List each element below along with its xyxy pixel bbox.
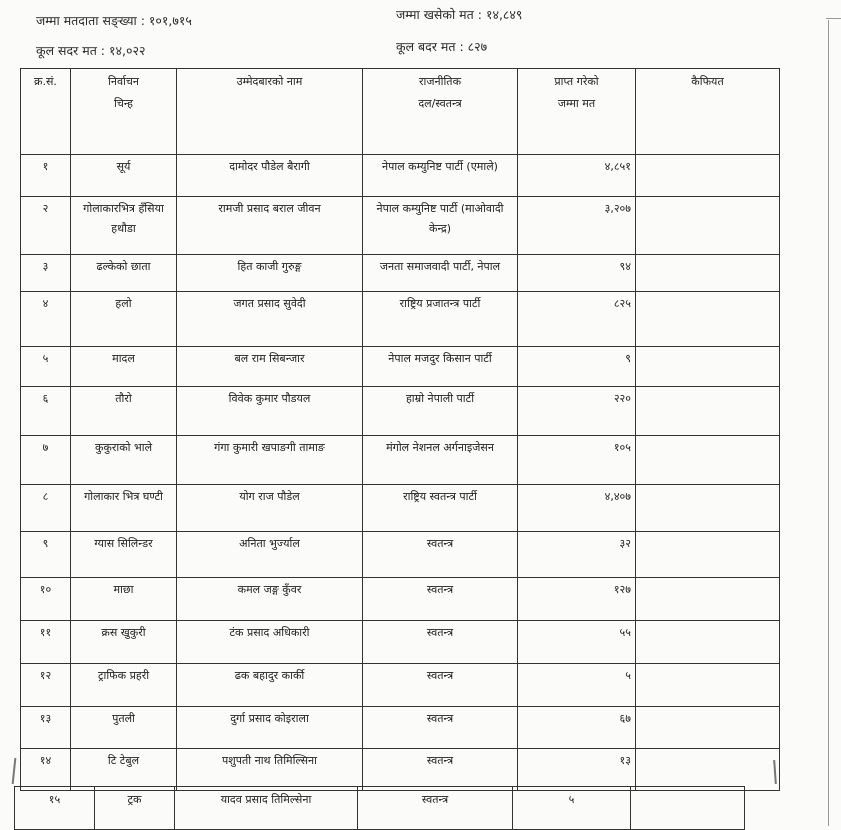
cell-remarks xyxy=(631,787,745,830)
cell-party: स्वतन्त्र xyxy=(363,707,518,749)
cell-name: रामजी प्रसाद बराल जीवन xyxy=(177,197,363,255)
cell-name: दामोदर पौडेल बैरागी xyxy=(177,155,363,197)
cell-sn: १० xyxy=(21,578,71,621)
cell-party: नेपाल कम्युनिष्ट पार्टी (एमाले) xyxy=(363,155,518,197)
cell-symbol: मादल xyxy=(71,347,177,387)
cell-sn: १३ xyxy=(21,707,71,749)
table-row xyxy=(21,621,780,664)
page-edge-top xyxy=(826,18,841,19)
table-header-row xyxy=(21,69,780,155)
cell-sn: १४ xyxy=(21,749,71,791)
cell-symbol: गोलाकार भित्र घण्टी xyxy=(71,485,177,532)
cell-remarks xyxy=(636,532,780,578)
cell-votes: ९४ xyxy=(518,255,636,292)
cell-remarks xyxy=(636,707,780,749)
cell-votes: ३,२०७ xyxy=(518,197,636,255)
cell-sn: ५ xyxy=(21,347,71,387)
col-header-remarks: कैफियत xyxy=(636,69,780,155)
cell-votes: ५५ xyxy=(518,621,636,664)
cell-symbol: ट्राफिक प्रहरी xyxy=(71,664,177,707)
cell-votes: २२० xyxy=(518,387,636,436)
cell-name: दुर्गा प्रसाद कोइराला xyxy=(177,707,363,749)
cell-votes: ६७ xyxy=(518,707,636,749)
table-row xyxy=(21,155,780,197)
cell-name: कमल जङ्ग कुँवर xyxy=(177,578,363,621)
cell-symbol: पुतली xyxy=(71,707,177,749)
col-header-symbol: निर्वाचन चिन्ह xyxy=(71,69,177,155)
cell-sn: ३ xyxy=(21,255,71,292)
table-row xyxy=(21,436,780,485)
cell-party: स्वतन्त्र xyxy=(363,749,518,791)
col-header-party: राजनीतिक दल/स्वतन्त्र xyxy=(363,69,518,155)
total-voters: जम्मा मतदाता सङ्ख्या : १०१,७१५ xyxy=(36,13,192,28)
cell-symbol: गोलाकारभित्र हँसिया हथौडा xyxy=(71,197,177,255)
cell-symbol: ग्यास सिलिन्डर xyxy=(71,532,177,578)
cell-symbol: ट्रक xyxy=(95,787,175,830)
cell-party: स्वतन्त्र xyxy=(363,621,518,664)
table-row xyxy=(21,749,780,791)
valid-votes: कूल सदर मत : १४,०२२ xyxy=(36,43,146,58)
cell-name: पशुपती नाथ तिमिल्सिना xyxy=(177,749,363,791)
col-header-sn: क्र.सं. xyxy=(21,69,71,155)
cell-votes: ४,४०७ xyxy=(518,485,636,532)
cell-symbol: क्रस खुकुरी xyxy=(71,621,177,664)
cell-name: गंगा कुमारी खपाङगी तामाङ xyxy=(177,436,363,485)
cell-votes: १२७ xyxy=(518,578,636,621)
cell-remarks xyxy=(636,485,780,532)
cell-sn: ११ xyxy=(21,621,71,664)
cell-sn: २ xyxy=(21,197,71,255)
cell-symbol: कुकुराको भाले xyxy=(71,436,177,485)
cell-party: स्वतन्त्र xyxy=(358,787,513,830)
cell-sn: ७ xyxy=(21,436,71,485)
col-header-votes: प्राप्त गरेको जम्मा मत xyxy=(518,69,636,155)
cell-party: स्वतन्त्र xyxy=(363,532,518,578)
cell-name: यादव प्रसाद तिमिल्सेना xyxy=(175,787,358,830)
cell-name: विवेक कुमार पौडयल xyxy=(177,387,363,436)
margin-mark-left xyxy=(12,758,17,784)
cell-symbol: सूर्य xyxy=(71,155,177,197)
table-row xyxy=(21,387,780,436)
cell-remarks xyxy=(636,436,780,485)
cell-name: हित काजी गुरुङ्ग xyxy=(177,255,363,292)
table-row xyxy=(21,255,780,292)
cell-remarks xyxy=(636,749,780,791)
cell-votes: ९ xyxy=(518,347,636,387)
table-row xyxy=(21,292,780,347)
cell-name: अनिता भुर्ज्याल xyxy=(177,532,363,578)
invalid-votes: कूल बदर मत : ८२७ xyxy=(396,39,488,54)
cell-party: नेपाल कम्युनिष्ट पार्टी (माओवादी केन्द्र) xyxy=(363,197,518,255)
cell-remarks xyxy=(636,621,780,664)
table-row xyxy=(21,485,780,532)
cell-symbol: टि टेबुल xyxy=(71,749,177,791)
cell-party: मंगोल नेशनल अर्गनाइजेसन xyxy=(363,436,518,485)
cell-symbol: ढल्केको छाता xyxy=(71,255,177,292)
cell-remarks xyxy=(636,255,780,292)
cell-sn: १२ xyxy=(21,664,71,707)
cell-votes: १३ xyxy=(518,749,636,791)
cell-name: टंक प्रसाद अधिकारी xyxy=(177,621,363,664)
cell-sn: ६ xyxy=(21,387,71,436)
cell-sn: १ xyxy=(21,155,71,197)
cell-sn: १५ xyxy=(15,787,95,830)
results-table xyxy=(20,68,780,791)
cell-votes: १०५ xyxy=(518,436,636,485)
cell-remarks xyxy=(636,197,780,255)
cell-party: जनता समाजवादी पार्टी, नेपाल xyxy=(363,255,518,292)
continuation-table xyxy=(14,786,745,830)
cell-votes: ३२ xyxy=(518,532,636,578)
cell-sn: ९ xyxy=(21,532,71,578)
cell-party: हाम्रो नेपाली पार्टी xyxy=(363,387,518,436)
table-row xyxy=(21,532,780,578)
cell-party: राष्ट्रिय प्रजातन्त्र पार्टी xyxy=(363,292,518,347)
cell-party: स्वतन्त्र xyxy=(363,664,518,707)
cell-sn: ८ xyxy=(21,485,71,532)
cell-symbol: तौरो xyxy=(71,387,177,436)
cell-votes: ८२५ xyxy=(518,292,636,347)
table-row xyxy=(21,197,780,255)
cell-party: राष्ट्रिय स्वतन्त्र पार्टी xyxy=(363,485,518,532)
cell-votes: ५ xyxy=(513,787,631,830)
cell-remarks xyxy=(636,347,780,387)
cell-party: नेपाल मजदुर किसान पार्टी xyxy=(363,347,518,387)
cell-name: ढक बहादुर कार्की xyxy=(177,664,363,707)
table-row xyxy=(21,707,780,749)
cell-remarks xyxy=(636,292,780,347)
table-row xyxy=(21,578,780,621)
table-row xyxy=(15,787,745,830)
col-header-name: उम्मेदबारको नाम xyxy=(177,69,363,155)
cell-remarks xyxy=(636,387,780,436)
cell-name: योग राज पौडेल xyxy=(177,485,363,532)
cell-party: स्वतन्त्र xyxy=(363,578,518,621)
table-row xyxy=(21,347,780,387)
page-edge-right xyxy=(828,20,829,826)
cell-symbol: हलो xyxy=(71,292,177,347)
cell-name: जगत प्रसाद सुवेदी xyxy=(177,292,363,347)
cell-votes: ४,८५१ xyxy=(518,155,636,197)
cell-votes: ५ xyxy=(518,664,636,707)
cell-remarks xyxy=(636,578,780,621)
total-cast: जम्मा खसेको मत : १४,८४९ xyxy=(396,7,523,22)
cell-name: बल राम सिबन्जार xyxy=(177,347,363,387)
cell-remarks xyxy=(636,155,780,197)
cell-sn: ४ xyxy=(21,292,71,347)
cell-symbol: माछा xyxy=(71,578,177,621)
cell-remarks xyxy=(636,664,780,707)
table-row xyxy=(21,664,780,707)
